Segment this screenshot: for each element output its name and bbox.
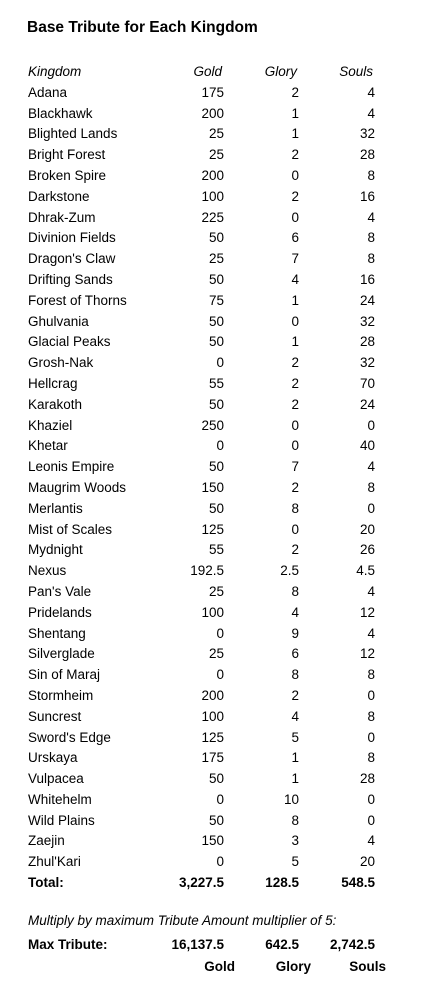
table-row bbox=[0, 582, 425, 603]
table-row bbox=[0, 686, 425, 707]
cell-souls: 24 bbox=[359, 292, 375, 308]
cell-kingdom: Blighted Lands bbox=[28, 126, 118, 142]
table-row bbox=[0, 728, 425, 749]
cell-souls: 8 bbox=[367, 667, 375, 683]
cell-gold: 100 bbox=[201, 604, 224, 620]
table-row bbox=[0, 374, 425, 395]
cell-glory: 0 bbox=[291, 521, 299, 537]
cell-gold: 50 bbox=[208, 459, 224, 475]
cell-souls: 0 bbox=[367, 812, 375, 828]
cell-gold: 125 bbox=[201, 521, 224, 537]
footer-glory: Glory bbox=[275, 959, 311, 974]
cell-souls: 16 bbox=[359, 271, 375, 287]
cell-souls: 4 bbox=[367, 105, 375, 121]
table-row bbox=[0, 644, 425, 665]
cell-gold: 50 bbox=[208, 313, 224, 329]
cell-kingdom: Wild Plains bbox=[28, 812, 95, 828]
cell-glory: 7 bbox=[291, 251, 299, 267]
total-glory: 128.5 bbox=[265, 875, 299, 891]
table-row bbox=[0, 270, 425, 291]
cell-glory: 2 bbox=[291, 355, 299, 371]
cell-gold: 25 bbox=[208, 646, 224, 662]
header-kingdom: Kingdom bbox=[28, 64, 82, 79]
cell-gold: 25 bbox=[208, 251, 224, 267]
cell-souls: 0 bbox=[367, 791, 375, 807]
cell-glory: 8 bbox=[291, 500, 299, 516]
table-header-row bbox=[0, 62, 425, 83]
total-row bbox=[0, 873, 425, 894]
cell-souls: 20 bbox=[359, 854, 375, 870]
cell-gold: 55 bbox=[208, 375, 224, 391]
cell-kingdom: Zaejin bbox=[28, 833, 65, 849]
cell-glory: 2 bbox=[291, 84, 299, 100]
table-row bbox=[0, 83, 425, 104]
cell-gold: 25 bbox=[208, 583, 224, 599]
cell-kingdom: Hellcrag bbox=[28, 375, 78, 391]
table-row bbox=[0, 520, 425, 541]
cell-gold: 150 bbox=[201, 479, 224, 495]
max-tribute-row bbox=[0, 934, 425, 956]
cell-gold: 100 bbox=[201, 188, 224, 204]
max-tribute-gold: 16,137.5 bbox=[171, 937, 224, 952]
cell-kingdom: Dragon's Claw bbox=[28, 251, 116, 267]
table-row bbox=[0, 332, 425, 353]
cell-kingdom: Urskaya bbox=[28, 750, 78, 766]
cell-souls: 8 bbox=[367, 479, 375, 495]
cell-gold: 50 bbox=[208, 271, 224, 287]
cell-gold: 100 bbox=[201, 708, 224, 724]
total-label: Total: bbox=[28, 875, 64, 891]
table-row bbox=[0, 790, 425, 811]
cell-glory: 10 bbox=[283, 791, 299, 807]
table-row bbox=[0, 436, 425, 457]
cell-souls: 40 bbox=[359, 438, 375, 454]
table-row bbox=[0, 353, 425, 374]
cell-glory: 2 bbox=[291, 479, 299, 495]
cell-souls: 70 bbox=[359, 375, 375, 391]
cell-glory: 6 bbox=[291, 646, 299, 662]
cell-glory: 1 bbox=[291, 126, 299, 142]
cell-gold: 200 bbox=[201, 687, 224, 703]
cell-kingdom: Mydnight bbox=[28, 542, 83, 558]
cell-kingdom: Ghulvania bbox=[28, 313, 89, 329]
cell-kingdom: Khaziel bbox=[28, 417, 73, 433]
table-row bbox=[0, 707, 425, 728]
header-souls: Souls bbox=[339, 64, 373, 79]
cell-kingdom: Merlantis bbox=[28, 500, 83, 516]
cell-kingdom: Glacial Peaks bbox=[28, 334, 111, 350]
cell-gold: 200 bbox=[201, 105, 224, 121]
cell-kingdom: Nexus bbox=[28, 563, 67, 579]
cell-gold: 0 bbox=[216, 854, 224, 870]
cell-kingdom: Sword's Edge bbox=[28, 729, 111, 745]
cell-kingdom: Vulpacea bbox=[28, 771, 84, 787]
cell-glory: 0 bbox=[291, 417, 299, 433]
cell-glory: 1 bbox=[291, 771, 299, 787]
cell-kingdom: Zhul'Kari bbox=[28, 854, 81, 870]
cell-gold: 225 bbox=[201, 209, 224, 225]
cell-souls: 0 bbox=[367, 500, 375, 516]
cell-kingdom: Blackhawk bbox=[28, 105, 93, 121]
table-row bbox=[0, 228, 425, 249]
cell-gold: 25 bbox=[208, 126, 224, 142]
table-row bbox=[0, 104, 425, 125]
cell-souls: 0 bbox=[367, 417, 375, 433]
cell-glory: 7 bbox=[291, 459, 299, 475]
cell-gold: 250 bbox=[201, 417, 224, 433]
cell-souls: 4 bbox=[367, 583, 375, 599]
cell-gold: 125 bbox=[201, 729, 224, 745]
cell-glory: 0 bbox=[291, 167, 299, 183]
cell-glory: 8 bbox=[291, 812, 299, 828]
cell-kingdom: Khetar bbox=[28, 438, 68, 454]
table-row bbox=[0, 312, 425, 333]
cell-gold: 150 bbox=[201, 833, 224, 849]
cell-gold: 0 bbox=[216, 667, 224, 683]
cell-souls: 16 bbox=[359, 188, 375, 204]
cell-gold: 175 bbox=[201, 84, 224, 100]
table-row bbox=[0, 478, 425, 499]
cell-souls: 20 bbox=[359, 521, 375, 537]
cell-gold: 0 bbox=[216, 355, 224, 371]
cell-souls: 4 bbox=[367, 84, 375, 100]
cell-gold: 192.5 bbox=[190, 563, 224, 579]
cell-glory: 8 bbox=[291, 583, 299, 599]
table-row bbox=[0, 665, 425, 686]
table-row bbox=[0, 748, 425, 769]
cell-glory: 0 bbox=[291, 313, 299, 329]
cell-kingdom: Adana bbox=[28, 84, 68, 100]
cell-gold: 50 bbox=[208, 334, 224, 350]
cell-gold: 50 bbox=[208, 396, 224, 412]
max-tribute-souls: 2,742.5 bbox=[329, 937, 375, 952]
cell-glory: 0 bbox=[291, 438, 299, 454]
cell-glory: 5 bbox=[291, 729, 299, 745]
cell-glory: 1 bbox=[291, 105, 299, 121]
cell-gold: 0 bbox=[216, 791, 224, 807]
cell-kingdom: Stormheim bbox=[28, 687, 94, 703]
tribute-table bbox=[0, 62, 425, 894]
cell-kingdom: Forest of Thorns bbox=[28, 292, 127, 308]
table-row bbox=[0, 499, 425, 520]
max-tribute-glory: 642.5 bbox=[265, 937, 299, 952]
cell-kingdom: Karakoth bbox=[28, 396, 83, 412]
cell-souls: 12 bbox=[359, 646, 375, 662]
cell-souls: 8 bbox=[367, 750, 375, 766]
cell-kingdom: Suncrest bbox=[28, 708, 82, 724]
header-gold: Gold bbox=[193, 64, 222, 79]
cell-souls: 0 bbox=[367, 729, 375, 745]
table-row bbox=[0, 603, 425, 624]
cell-gold: 175 bbox=[201, 750, 224, 766]
cell-kingdom: Divinion Fields bbox=[28, 230, 116, 246]
table-row bbox=[0, 416, 425, 437]
table-row bbox=[0, 166, 425, 187]
cell-gold: 0 bbox=[216, 625, 224, 641]
cell-kingdom: Whitehelm bbox=[28, 791, 92, 807]
table-row bbox=[0, 208, 425, 229]
cell-souls: 32 bbox=[359, 355, 375, 371]
cell-glory: 8 bbox=[291, 667, 299, 683]
header-glory: Glory bbox=[264, 64, 297, 79]
cell-kingdom: Darkstone bbox=[28, 188, 90, 204]
cell-gold: 50 bbox=[208, 812, 224, 828]
cell-gold: 50 bbox=[208, 771, 224, 787]
cell-souls: 8 bbox=[367, 708, 375, 724]
cell-kingdom: Silverglade bbox=[28, 646, 95, 662]
table-row bbox=[0, 124, 425, 145]
page-title: Base Tribute for Each Kingdom bbox=[27, 19, 258, 36]
cell-glory: 2 bbox=[291, 542, 299, 558]
cell-kingdom: Mist of Scales bbox=[28, 521, 113, 537]
cell-souls: 28 bbox=[359, 334, 375, 350]
footer-gold: Gold bbox=[204, 959, 235, 974]
cell-souls: 12 bbox=[359, 604, 375, 620]
table-row bbox=[0, 561, 425, 582]
table-row bbox=[0, 291, 425, 312]
cell-glory: 2 bbox=[291, 396, 299, 412]
footer-souls: Souls bbox=[349, 959, 386, 974]
cell-souls: 8 bbox=[367, 251, 375, 267]
cell-glory: 3 bbox=[291, 833, 299, 849]
table-row bbox=[0, 249, 425, 270]
table-row bbox=[0, 831, 425, 852]
table-row bbox=[0, 457, 425, 478]
cell-kingdom: Bright Forest bbox=[28, 147, 106, 163]
table-row bbox=[0, 540, 425, 561]
cell-glory: 2 bbox=[291, 188, 299, 204]
cell-glory: 1 bbox=[291, 334, 299, 350]
cell-glory: 1 bbox=[291, 750, 299, 766]
cell-gold: 200 bbox=[201, 167, 224, 183]
cell-kingdom: Pan's Vale bbox=[28, 583, 92, 599]
max-tribute-label: Max Tribute: bbox=[28, 937, 108, 952]
cell-kingdom: Grosh-Nak bbox=[28, 355, 94, 371]
cell-souls: 4 bbox=[367, 209, 375, 225]
table-row bbox=[0, 811, 425, 832]
total-gold: 3,227.5 bbox=[178, 875, 224, 891]
cell-gold: 50 bbox=[208, 230, 224, 246]
cell-souls: 8 bbox=[367, 167, 375, 183]
cell-glory: 4 bbox=[291, 708, 299, 724]
cell-souls: 8 bbox=[367, 230, 375, 246]
table-row bbox=[0, 852, 425, 873]
cell-glory: 2 bbox=[291, 687, 299, 703]
cell-souls: 32 bbox=[359, 313, 375, 329]
cell-souls: 26 bbox=[359, 542, 375, 558]
cell-kingdom: Drifting Sands bbox=[28, 271, 113, 287]
cell-glory: 1 bbox=[291, 292, 299, 308]
cell-souls: 28 bbox=[359, 771, 375, 787]
cell-souls: 4 bbox=[367, 833, 375, 849]
total-souls: 548.5 bbox=[341, 875, 375, 891]
multiplier-note: Multiply by maximum Tribute Amount multiplier of 5: bbox=[28, 913, 337, 928]
cell-glory: 4 bbox=[291, 271, 299, 287]
cell-glory: 6 bbox=[291, 230, 299, 246]
cell-kingdom: Dhrak-Zum bbox=[28, 209, 96, 225]
cell-souls: 0 bbox=[367, 687, 375, 703]
cell-kingdom: Leonis Empire bbox=[28, 459, 115, 475]
cell-souls: 24 bbox=[359, 396, 375, 412]
cell-kingdom: Shentang bbox=[28, 625, 86, 641]
table-row bbox=[0, 624, 425, 645]
cell-glory: 0 bbox=[291, 209, 299, 225]
cell-gold: 75 bbox=[208, 292, 224, 308]
table-row bbox=[0, 395, 425, 416]
cell-kingdom: Sin of Maraj bbox=[28, 667, 101, 683]
cell-souls: 32 bbox=[359, 126, 375, 142]
cell-kingdom: Pridelands bbox=[28, 604, 92, 620]
cell-kingdom: Maugrim Woods bbox=[28, 479, 127, 495]
cell-glory: 9 bbox=[291, 625, 299, 641]
cell-glory: 2.5 bbox=[280, 563, 299, 579]
cell-souls: 4.5 bbox=[356, 563, 375, 579]
cell-gold: 0 bbox=[216, 438, 224, 454]
table-row bbox=[0, 769, 425, 790]
cell-glory: 2 bbox=[291, 147, 299, 163]
cell-souls: 28 bbox=[359, 147, 375, 163]
cell-gold: 55 bbox=[208, 542, 224, 558]
cell-kingdom: Broken Spire bbox=[28, 167, 107, 183]
cell-gold: 50 bbox=[208, 500, 224, 516]
table-row bbox=[0, 145, 425, 166]
footer-label-row bbox=[0, 956, 425, 978]
table-row bbox=[0, 187, 425, 208]
cell-gold: 25 bbox=[208, 147, 224, 163]
cell-glory: 4 bbox=[291, 604, 299, 620]
cell-glory: 5 bbox=[291, 854, 299, 870]
cell-souls: 4 bbox=[367, 625, 375, 641]
cell-glory: 2 bbox=[291, 375, 299, 391]
cell-souls: 4 bbox=[367, 459, 375, 475]
